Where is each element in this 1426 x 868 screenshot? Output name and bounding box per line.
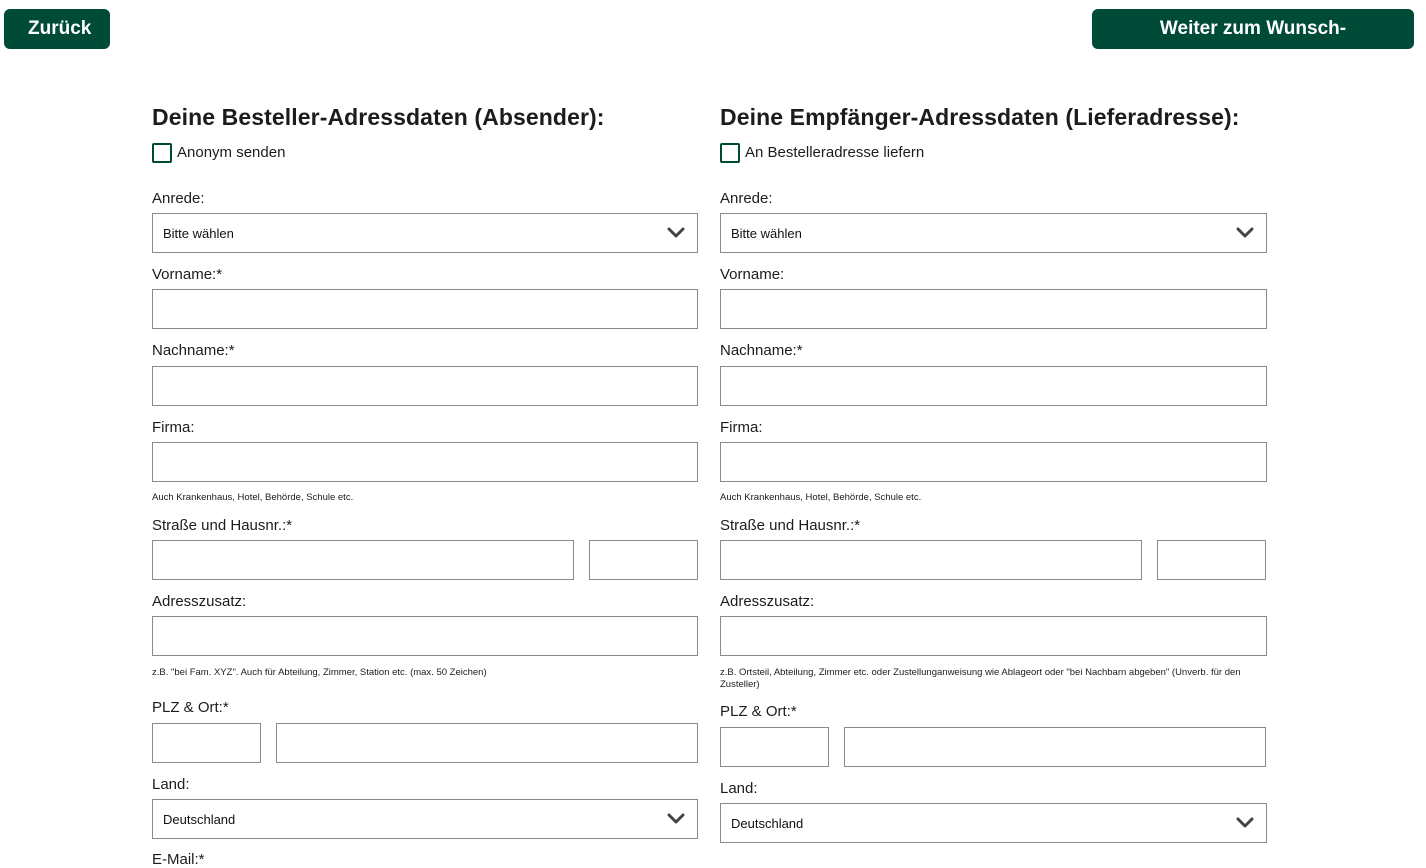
recipient-company-input[interactable] bbox=[720, 442, 1267, 482]
recipient-addition-input[interactable] bbox=[720, 616, 1267, 656]
back-button[interactable]: Zurück bbox=[4, 9, 110, 49]
sender-email-label: E-Mail:* bbox=[152, 851, 205, 868]
recipient-company-label: Firma: bbox=[720, 419, 763, 436]
chevron-down-icon bbox=[667, 812, 685, 826]
sender-salutation-label: Anrede: bbox=[152, 190, 205, 207]
recipient-salutation-label: Anrede: bbox=[720, 190, 773, 207]
recipient-company-hint: Auch Krankenhaus, Hotel, Behörde, Schule etc. bbox=[720, 492, 922, 503]
recipient-firstname-label: Vorname: bbox=[720, 266, 785, 283]
sender-company-hint: Auch Krankenhaus, Hotel, Behörde, Schule etc. bbox=[152, 492, 354, 503]
deliver-to-sender-checkbox-label[interactable]: An Bestelleradresse liefern bbox=[745, 144, 925, 161]
sender-addition-input[interactable] bbox=[152, 616, 698, 656]
anonymous-checkbox-row[interactable] bbox=[152, 142, 285, 163]
anonymous-checkbox[interactable] bbox=[152, 143, 172, 163]
recipient-street-input[interactable] bbox=[720, 540, 1142, 580]
sender-housenumber-input[interactable] bbox=[589, 540, 698, 580]
deliver-to-sender-checkbox-row[interactable] bbox=[720, 142, 924, 163]
recipient-heading: Deine Empfänger-Adressdaten (Lieferadresse): bbox=[720, 104, 1240, 130]
sender-firstname-input[interactable] bbox=[152, 289, 698, 329]
sender-company-input[interactable] bbox=[152, 442, 698, 482]
sender-street-input[interactable] bbox=[152, 540, 574, 580]
sender-lastname-label: Nachname:* bbox=[152, 342, 235, 359]
recipient-lastname-input[interactable] bbox=[720, 366, 1267, 406]
next-delivery-date-button[interactable]: Weiter zum Wunsch-Liefertermin bbox=[1092, 9, 1414, 49]
recipient-firstname-input[interactable] bbox=[720, 289, 1267, 329]
sender-country-label: Land: bbox=[152, 776, 190, 793]
recipient-zip-city-label: PLZ & Ort:* bbox=[720, 703, 797, 720]
sender-firstname-label: Vorname:* bbox=[152, 266, 223, 283]
sender-addition-label: Adresszusatz: bbox=[152, 593, 247, 610]
sender-salutation-value: Bitte wählen bbox=[163, 225, 234, 241]
sender-country-select[interactable] bbox=[152, 799, 698, 839]
recipient-addition-hint: z.B. Ortsteil, Abteilung, Zimmer etc. oder Zustellunganweisung wie Ablageort oder "bei Nachbarn abgeben" (Unverb. für den Zusteller) bbox=[720, 667, 1241, 690]
recipient-country-value: Deutschland bbox=[731, 815, 804, 831]
recipient-housenumber-input[interactable] bbox=[1157, 540, 1266, 580]
recipient-street-label: Straße und Hausnr.:* bbox=[720, 517, 861, 534]
recipient-addition-label: Adresszusatz: bbox=[720, 593, 815, 610]
recipient-lastname-label: Nachname:* bbox=[720, 342, 803, 359]
recipient-zip-input[interactable] bbox=[720, 727, 829, 767]
recipient-salutation-select[interactable] bbox=[720, 213, 1267, 253]
chevron-down-icon bbox=[1236, 226, 1254, 240]
sender-country-value: Deutschland bbox=[163, 811, 236, 827]
sender-company-label: Firma: bbox=[152, 419, 195, 436]
chevron-down-icon bbox=[1236, 816, 1254, 830]
sender-zip-city-label: PLZ & Ort:* bbox=[152, 699, 229, 716]
sender-addition-hint: z.B. "bei Fam. XYZ". Auch für Abteilung, Zimmer, Station etc. (max. 50 Zeichen) bbox=[152, 667, 487, 678]
chevron-down-icon bbox=[667, 226, 685, 240]
recipient-city-input[interactable] bbox=[844, 727, 1266, 767]
anonymous-checkbox-label[interactable]: Anonym senden bbox=[177, 144, 286, 161]
recipient-country-label: Land: bbox=[720, 780, 758, 797]
recipient-country-select[interactable] bbox=[720, 803, 1267, 843]
sender-salutation-select[interactable] bbox=[152, 213, 698, 253]
sender-city-input[interactable] bbox=[276, 723, 698, 763]
sender-street-label: Straße und Hausnr.:* bbox=[152, 517, 293, 534]
sender-heading: Deine Besteller-Adressdaten (Absender): bbox=[152, 104, 605, 130]
sender-lastname-input[interactable] bbox=[152, 366, 698, 406]
deliver-to-sender-checkbox[interactable] bbox=[720, 143, 740, 163]
sender-zip-input[interactable] bbox=[152, 723, 261, 763]
recipient-salutation-value: Bitte wählen bbox=[731, 225, 802, 241]
